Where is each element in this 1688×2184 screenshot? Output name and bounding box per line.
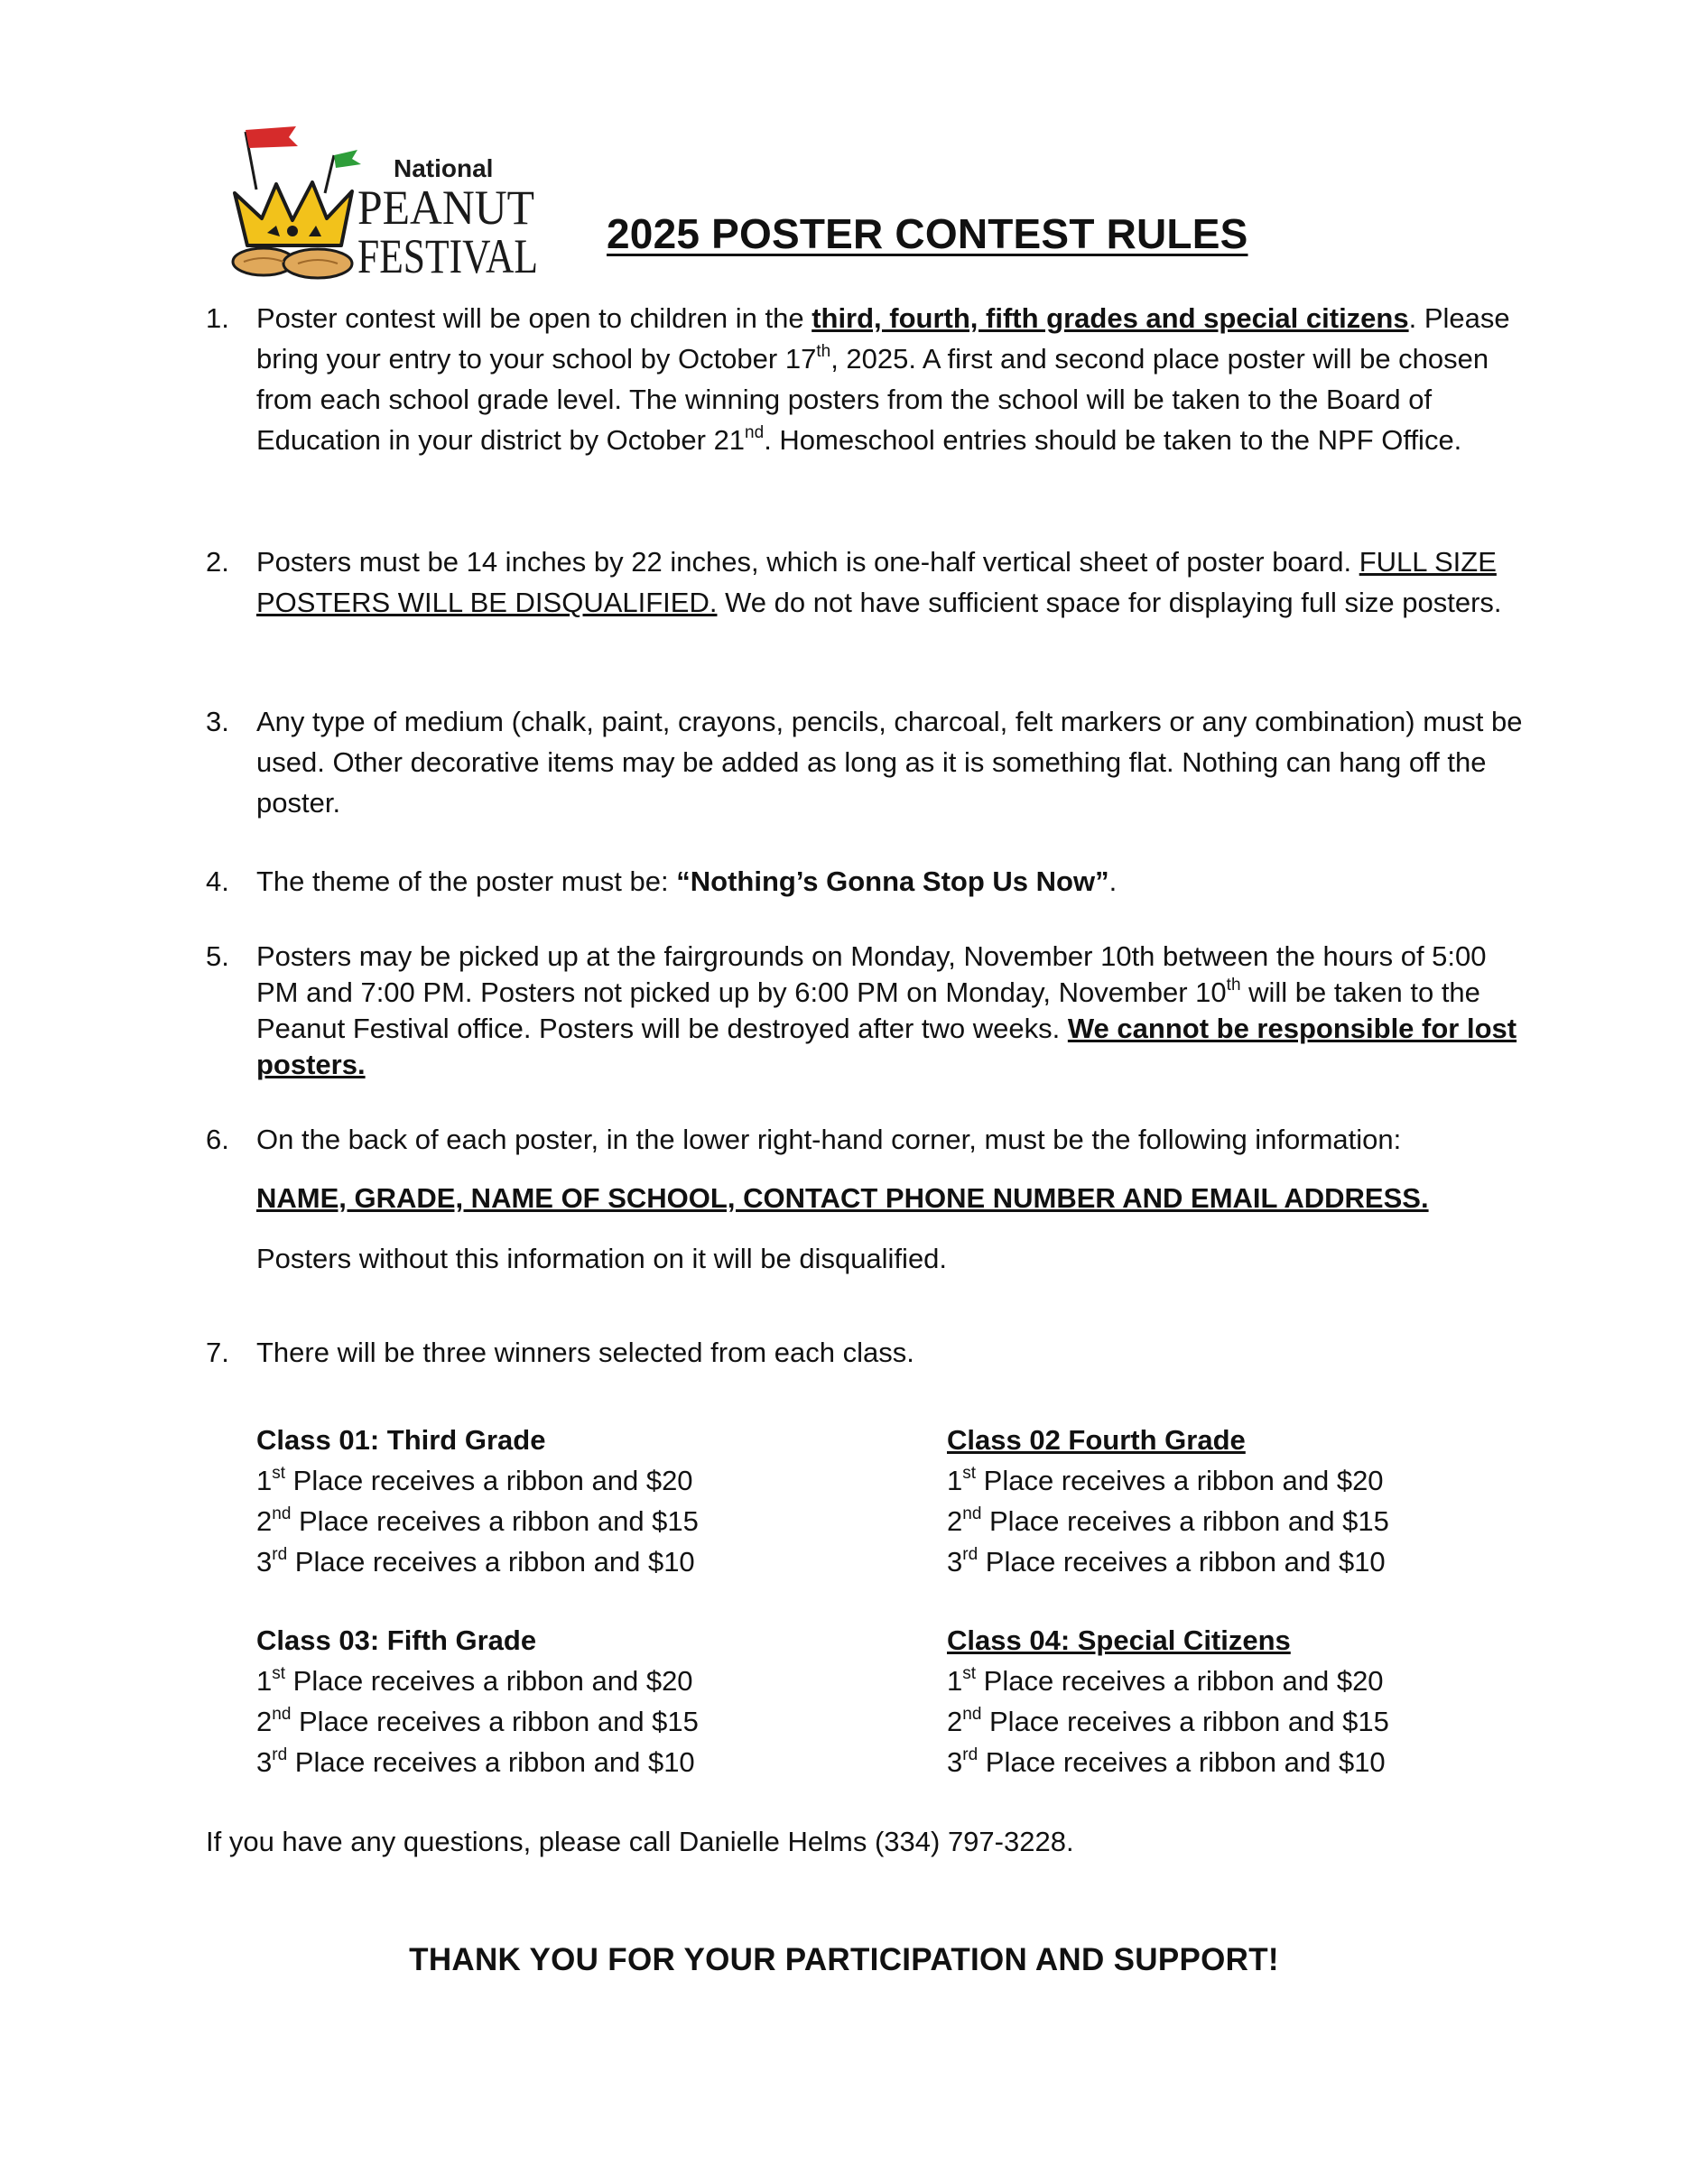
rule-number: 5. <box>206 940 229 972</box>
class-block-special-citizens <box>947 1620 1579 1782</box>
rule-number: 3. <box>206 706 229 737</box>
class-block-fourth-grade <box>947 1420 1579 1582</box>
place-line: 3rd Place receives a ribbon and $10 <box>256 1745 695 1778</box>
logo-festival-text: FESTIVAL <box>357 229 538 283</box>
place-line: 1st Place receives a ribbon and $20 <box>256 1464 693 1496</box>
lost-posters-warning: We cannot be responsible for lost posters. <box>256 1013 1517 1080</box>
thank-you-message: THANK YOU FOR YOUR PARTICIPATION AND SUPPORT! <box>409 1942 1279 1977</box>
logo-national-text: National <box>394 154 494 182</box>
page-title: 2025 POSTER CONTEST RULES <box>607 210 1248 257</box>
rule-item-2: 2. Posters must be 14 inches by 22 inches, which is one-half vertical sheet of poster board. FULL SIZE POSTERS WILL BE DISQUALIFIED. We do not have sufficient space for displaying full size posters. <box>206 541 1524 623</box>
rule-item-5: 5. Posters may be picked up at the fairgrounds on Monday, November 10th between the hours of 5:00 PM and 7:00 PM. Posters not picked up by 6:00 PM on Monday, November 10th will be taken to the Peanut Festival office. Posters will be destroyed after two weeks. We cannot be responsible for lost posters. <box>206 940 1517 1080</box>
disqualification-warning: FULL SIZE POSTERS WILL BE DISQUALIFIED. <box>256 546 1497 618</box>
place-line: 2nd Place receives a ribbon and $15 <box>947 1504 1389 1537</box>
rule-item-7: 7. There will be three winners selected from each class. <box>206 1332 1524 1373</box>
place-line: 1st Place receives a ribbon and $20 <box>947 1464 1384 1496</box>
place-line: 2nd Place receives a ribbon and $15 <box>256 1504 699 1537</box>
class-heading: Class 03: Fifth Grade <box>256 1624 537 1656</box>
logo-peanut-text: PEANUT <box>357 180 535 235</box>
place-line: 1st Place receives a ribbon and $20 <box>947 1664 1384 1697</box>
class-block-fifth-grade <box>256 1620 888 1782</box>
rule-item-4: 4. The theme of the poster must be: “Nothing’s Gonna Stop Us Now”. <box>206 861 1524 902</box>
rule-number: 6. <box>206 1124 229 1155</box>
rule-number: 7. <box>206 1337 229 1368</box>
rule-number: 1. <box>206 302 229 334</box>
rule-item-3: 3. Any type of medium (chalk, paint, crayons, pencils, charcoal, felt markers or any combination) must be used. Other decorative items may be added as long as it is something flat. Nothing can hang off the poster. <box>206 701 1524 823</box>
class-heading: Class 02 Fourth Grade <box>947 1424 1246 1456</box>
place-line: 3rd Place receives a ribbon and $10 <box>947 1545 1386 1578</box>
eligible-grades: third, fourth, fifth grades and special citizens <box>812 302 1409 334</box>
place-line: 1st Place receives a ribbon and $20 <box>256 1664 693 1697</box>
place-line: 2nd Place receives a ribbon and $15 <box>947 1705 1389 1737</box>
national-peanut-festival-logo <box>226 119 542 282</box>
rule-item-6: 6. On the back of each poster, in the lower right-hand corner, must be the following information: NAME, GRADE, NAME OF SCHOOL, CONTACT PHONE NUMBER AND EMAIL ADDRESS. Posters without this information on it will be disqualified. <box>206 1119 1524 1279</box>
class-block-third-grade <box>256 1420 888 1582</box>
required-information: NAME, GRADE, NAME OF SCHOOL, CONTACT PHONE NUMBER AND EMAIL ADDRESS. <box>256 1182 1429 1214</box>
rule-number: 2. <box>206 546 229 578</box>
place-line: 3rd Place receives a ribbon and $10 <box>947 1745 1386 1778</box>
rule-item-1: 1. Poster contest will be open to children in the third, fourth, fifth grades and special citizens. Please bring your entry to your school by October 17th, 2025. A first and second place poster will be chosen from each school grade level. The winning posters from the school will be taken to the Board of Education in your district by October 21nd. Homeschool entries should be taken to the NPF Office. <box>206 298 1524 460</box>
place-line: 2nd Place receives a ribbon and $15 <box>256 1705 699 1737</box>
class-heading: Class 01: Third Grade <box>256 1424 546 1456</box>
class-heading: Class 04: Special Citizens <box>947 1624 1291 1656</box>
contact-line: If you have any questions, please call Danielle Helms (334) 797-3228. <box>206 1826 1074 1857</box>
rule-number: 4. <box>206 865 229 897</box>
place-line: 3rd Place receives a ribbon and $10 <box>256 1545 695 1578</box>
poster-theme: “Nothing’s Gonna Stop Us Now” <box>676 865 1109 897</box>
